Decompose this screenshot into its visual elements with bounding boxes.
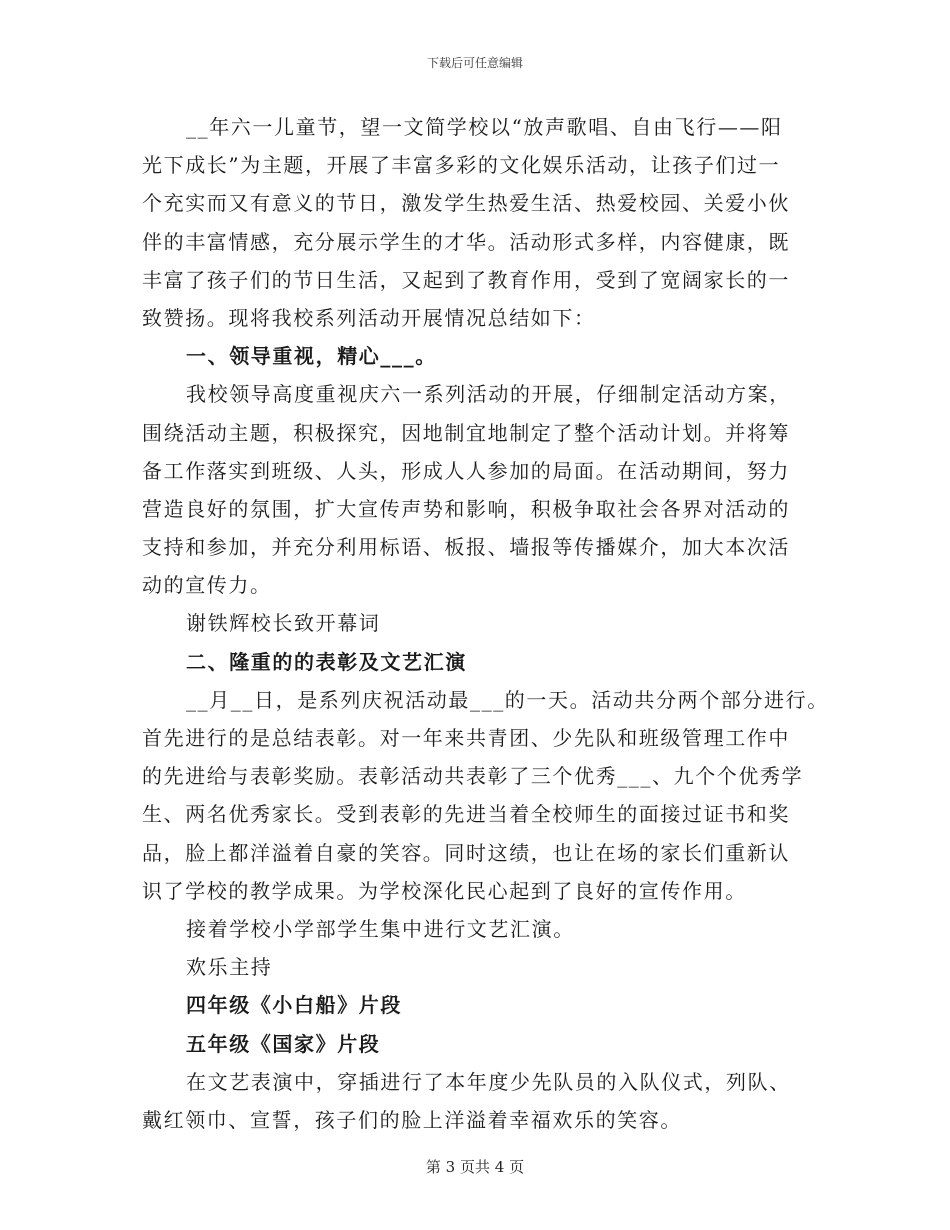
paragraph-line: 个充实而又有意义的节日，激发学生热爱生活、热爱校园、关爱小伙 <box>142 191 790 216</box>
paragraph-line: 在文艺表演中，穿插进行了本年度少先队员的入队仪式，列队、 <box>186 1069 791 1094</box>
paragraph-line: 谢铁辉校长致开幕词 <box>186 611 381 636</box>
paragraph-line: 戴红领巾、宣誓，孩子们的脸上洋溢着幸福欢乐的笑容。 <box>142 1107 682 1132</box>
paragraph-line: 首先进行的是总结表彰。对一年来共青团、少先队和班级管理工作中 <box>142 726 790 750</box>
paragraph-line: 伴的丰富情感，充分展示学生的才华。活动形式多样，内容健康，既 <box>142 229 790 254</box>
section-heading: 二、隆重的的表彰及文艺汇演 <box>186 649 467 674</box>
paragraph-line: 营造良好的氛围，扩大宣传声势和影响，积极争取社会各界对活动的 <box>142 496 790 521</box>
paragraph-line: 丰富了孩子们的节日生活，又起到了教育作用，受到了宽阔家长的一 <box>142 267 790 292</box>
page-footer: 第 3 页共 4 页 <box>425 1158 525 1176</box>
paragraph-line: 光下成长”为主题，开展了丰富多彩的文化娱乐活动，让孩子们过一 <box>142 153 781 178</box>
paragraph-line: 生、两名优秀家长。受到表彰的先进当着全校师生的面接过证书和奖 <box>142 802 790 827</box>
section-heading: 四年级《小白船》片段 <box>186 993 402 1018</box>
paragraph-line: 的先进给与表彰奖励。表彰活动共表彰了三个优秀___、九个个优秀学 <box>142 764 804 789</box>
section-heading: 一、领导重视，精心___。 <box>186 344 437 369</box>
paragraph-line: 支持和参加，并充分利用标语、板报、墙报等传播媒介，加大本次活 <box>142 535 790 560</box>
document-body <box>142 108 842 1139</box>
paragraph-line: __年六一儿童节，望一文简学校以“放声歌唱、自由飞行——阳 <box>186 115 783 139</box>
paragraph-line: 致赞扬。现将我校系列活动开展情况总结如下： <box>142 305 596 330</box>
paragraph-line: 识了学校的教学成果。为学校深化民心起到了良好的宣传作用。 <box>142 878 747 903</box>
paragraph-line: 欢乐主持 <box>186 955 273 980</box>
paragraph-line: 动的宣传力。 <box>142 573 272 598</box>
paragraph-line: 备工作落实到班级、人头，形成人人参加的局面。在活动期间，努力 <box>142 458 790 483</box>
section-heading: 五年级《国家》片段 <box>186 1031 381 1056</box>
paragraph-line: 品，脸上都洋溢着自豪的笑容。同时这绩，也让在场的家长们重新认 <box>142 840 790 865</box>
paragraph-line: 围绕活动主题，积极探究，因地制宜地制定了整个活动计划。并将筹 <box>142 420 790 445</box>
page-header: 下载后可任意编辑 <box>426 56 523 70</box>
paragraph-line: __月__日，是系列庆祝活动最___的一天。活动共分两个部分进行。 <box>186 687 829 712</box>
paragraph-line: 我校领导高度重视庆六一系列活动的开展，仔细制定活动方案， <box>186 382 791 407</box>
paragraph-line: 接着学校小学部学生集中进行文艺汇演。 <box>186 916 575 941</box>
